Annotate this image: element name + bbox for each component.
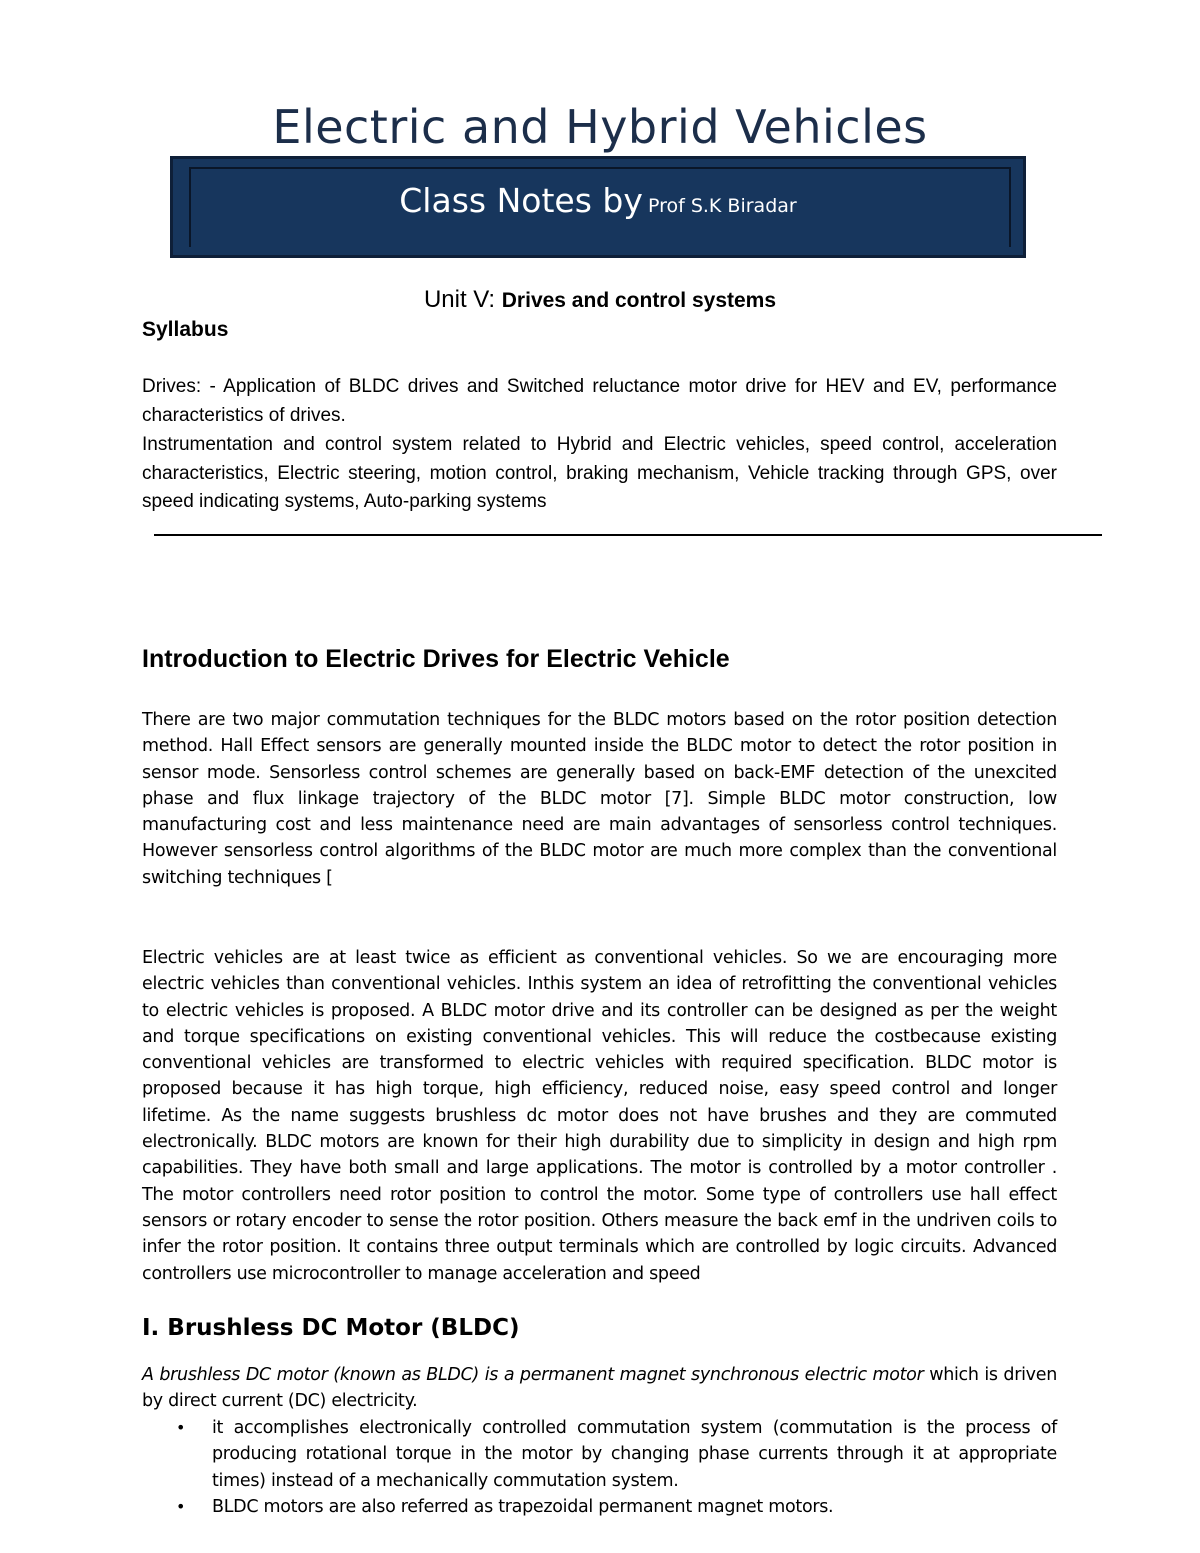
banner-author: Prof S.K Biradar (647, 195, 797, 217)
document-title: Electric and Hybrid Vehicles (272, 100, 928, 154)
bullet-icon: • (176, 1496, 186, 1516)
unit-name: Drives and control systems (501, 289, 777, 312)
intro-paragraph-1: There are two major commutation techniques for the BLDC motors based on the rotor position detection method. Hall Effect sensors are generally mounted inside the BLDC motor to detect the rotor position in sensor mode. Sensorless control schemes are generally based on back-EMF detection of the unexcited phase and flux linkage trajectory of the BLDC motor [7]. Simple BLDC motor construction, low manufacturing cost and less maintenance need are main advantages of sensorless control techniques. However sensorless control algorithms of the BLDC motor are much more complex than the conventional switching techniques [ (142, 710, 1057, 888)
intro-heading: Introduction to Electric Drives for Electric Vehicle (142, 645, 730, 673)
section-divider (154, 534, 1102, 536)
unit-heading (0, 286, 1200, 314)
bldc-definition-rest: which is driven by direct current (DC) electricity. (142, 1365, 1058, 1412)
bullet-text: it accomplishes electronically controlled commutation system (commutation is the process of producing rotational torque in the motor by changing phase currents through it at appropriate times) instead of a mechanically commutation system. (212, 1418, 1057, 1491)
unit-label: Unit V: (423, 286, 496, 313)
bldc-definition (142, 1362, 1057, 1415)
syllabus-drives-paragraph: Drives: - Application of BLDC drives and Switched reluctance motor drive for HEV and EV, performance characteristics of drives. (142, 376, 1057, 426)
syllabus-instrumentation-paragraph: Instrumentation and control system related to Hybrid and Electric vehicles, speed control, acceleration characteristics, Electric steering, motion control, braking mechanism, Vehicle tracking through GPS, over speed indicating systems, Auto-parking systems (142, 434, 1057, 512)
list-item (142, 1494, 1057, 1520)
banner-main-text: Class Notes by (399, 181, 643, 220)
bldc-heading: I. Brushless DC Motor (BLDC) (142, 1315, 520, 1341)
bldc-definition-italic: A brushless DC motor (known as BLDC) is a permanent magnet synchronous electric motor (142, 1365, 924, 1385)
list-item (142, 1415, 1057, 1494)
intro-paragraph-2: Electric vehicles are at least twice as efficient as conventional vehicles. So we are encouraging more electric vehicles than conventional vehicles. Inthis system an idea of retrofitting the conventional vehicles to electric vehicles is proposed. A BLDC motor drive and its controller can be designed as per the weight and torque specifications on existing conventional vehicles. This will reduce the costbecause existing conventional vehicles are transformed to electric vehicles with required specification. BLDC motor is proposed because it has high torque, high efficiency, reduced noise, easy speed control and longer lifetime. As the name suggests brushless dc motor does not have brushes and they are commuted electronically. BLDC motors are known for their high durability due to simplicity in design and high rpm capabilities. They have both small and large applications. The motor is controlled by a motor controller . The motor controllers need rotor position to control the motor. Some type of controllers use hall effect sensors or rotary encoder to sense the rotor position. Others measure the back emf in the undriven coils to infer the rotor position. It contains three output terminals which are controlled by logic circuits. Advanced controllers use microcontroller to manage acceleration and speed (142, 948, 1057, 1284)
bldc-bullet-list (142, 1415, 1057, 1520)
banner-text (173, 181, 1023, 220)
syllabus-heading: Syllabus (142, 318, 229, 341)
title-banner (170, 156, 1026, 258)
bullet-icon: • (176, 1418, 186, 1437)
bullet-text: BLDC motors are also referred as trapezoidal permanent magnet motors. (212, 1496, 834, 1517)
